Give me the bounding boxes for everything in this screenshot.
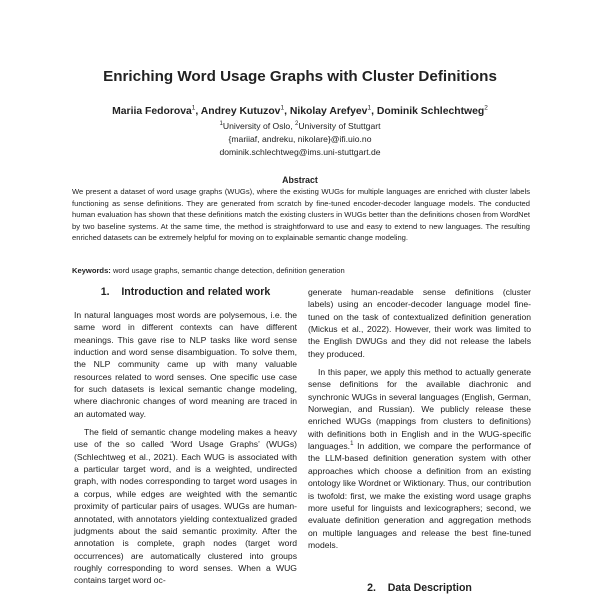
email-line-1: {mariiaf, andreku, nikolare}@ifi.uio.no (228, 134, 372, 144)
author-affiliation-mark: 1 (367, 104, 372, 112)
paragraph-text: In this paper, we apply this method to actually generate sense definitions for the available diachronic and synchronic WUGs in several languages (English, German, Norwegian, and Russian). We publicly release these enriched WUGs (mappings from clusters to definitions) with definitions both in English and in the WUG-specific languages. (308, 367, 531, 452)
author-separator: , (371, 106, 377, 117)
affiliation-mark-2: 2 (294, 121, 299, 128)
paragraph (308, 366, 531, 551)
section-2-heading: 2. Data Description (367, 582, 472, 594)
affiliation-1: University of Oslo, (222, 121, 295, 131)
author-name: Mariia Fedorova (112, 106, 192, 117)
author-affiliation-mark: 2 (484, 104, 488, 112)
paragraph: The field of semantic change modeling makes a heavy use of the so called ‘Word Usage Graphs’ (WUGs) (Schlechtweg et al., 2021). Each WUG is associated with a particular target word, and is a weighted, undirected graph, with nodes corresponding to target word usages in a corpus, while edges are weighted with the semantic proximity of particular pairs of usages. WUGs are human-annotated, with annotators yielding contextualized graded judgments about the said semantic proximity. After the annotation is complete, graph nodes (target word occurrences) are automatically clustered into groups roughly corresponding to word senses. When a WUG contains target word oc- (74, 427, 297, 586)
affiliation-2: University of Stuttgart (298, 121, 381, 131)
left-column (74, 309, 297, 593)
author-separator: , (284, 106, 290, 117)
author-name: Andrey Kutuzov (200, 106, 281, 117)
paragraph-text: In addition, we compare the performance of the LLM-based definition generation system with other approaches which choose a definition from an existing ontology like Wordnet or Wiktionary. Thus, our contribution is twofold: first, we make the existing word usage graphs more useful for linguists and lexicographers; second, we evaluate definition generation and aggregation methods on multiple languages and release the best fine-tuned models. (308, 441, 531, 550)
footnote-mark: 1 (350, 441, 354, 448)
author-name: Nikolay Arefyev (289, 106, 368, 117)
author-separator: , (195, 106, 201, 117)
paper-title: Enriching Word Usage Graphs with Cluster Definitions (103, 68, 497, 85)
affiliations (0, 121, 600, 131)
keywords-label: Keywords: (72, 266, 111, 275)
paragraph: generate human-readable sense definitions (cluster labels) using an encoder-decoder language model fine-tuned on the task of contextualized definition generation (Mickus et al., 2022). However, their work was limited to the English DWUGs and they did not release the labels they produced. (308, 287, 531, 359)
author-name: Dominik Schlechtweg (376, 106, 485, 117)
section-1-heading: 1. Introduction and related work (100, 286, 271, 298)
author-affiliation-mark: 1 (191, 104, 196, 112)
author-list (0, 106, 600, 117)
right-column (308, 286, 531, 557)
email-line-2: dominik.schlechtweg@ims.uni-stuttgart.de (219, 147, 381, 157)
paragraph: In natural languages most words are polysemous, i.e. the same word in different contexts can have different meanings. This gave rise to NLP tasks like word sense induction and word sense disambiguation. To solve them, the NLP community came up with many valuable resources related to word senses. One specific use case for such datasets is lexical semantic change modeling, where diachronic changes of word meaning are traced in an automated way. (74, 310, 297, 419)
author-affiliation-mark: 1 (280, 104, 285, 112)
abstract-heading: Abstract (282, 175, 318, 185)
affiliation-mark-1: 1 (219, 121, 223, 128)
abstract-text: We present a dataset of word usage graphs (WUGs), where the existing WUGs for multiple languages are enriched with cluster labels functioning as sense definitions. They are generated from scratch by fine-tuned encoder-decoder language models. The conducted human evaluation has shown that these definitions match the existing clusters in WUGs better than the definitions chosen from WordNet by two baseline systems. At the same time, the method is straightforward to use and easy to extend to new languages. The resulting enriched datasets can be extremely helpful for moving on to explainable semantic change modeling. (72, 187, 530, 243)
keywords (72, 265, 530, 276)
keywords-text: word usage graphs, semantic change detection, definition generation (110, 266, 345, 275)
